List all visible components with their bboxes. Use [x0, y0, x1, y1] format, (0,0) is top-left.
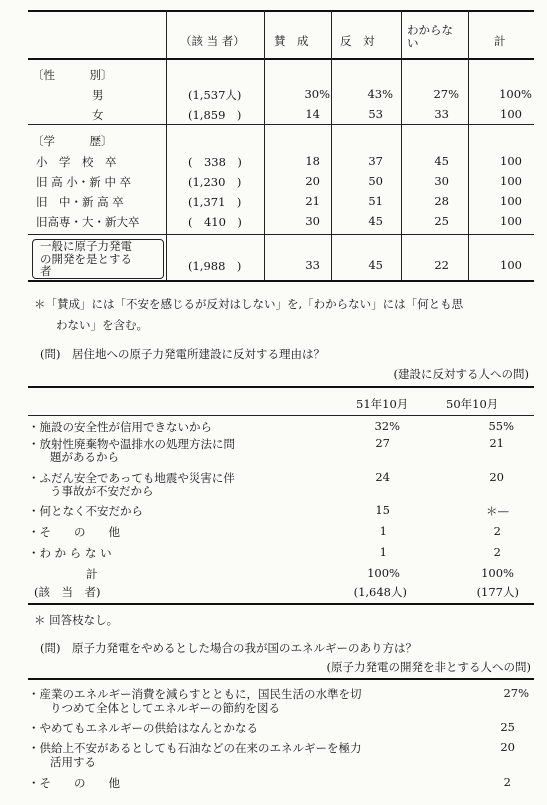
cell: 20	[500, 740, 515, 754]
cell: 28	[434, 194, 449, 208]
cell: 24	[375, 470, 390, 484]
cell: 18	[305, 154, 320, 168]
cell: 20	[489, 470, 504, 484]
cell: 20	[305, 174, 320, 188]
footnote: ＊ 回答枝なし。	[34, 613, 119, 627]
cell: 22	[434, 258, 449, 272]
row-n: ( 338 )	[188, 155, 242, 169]
reason-item: ・ ふだん安全であっても地震や災害に伴	[28, 470, 235, 486]
group-label-education: 〔学 歴〕	[32, 134, 113, 148]
cell: 51	[368, 194, 383, 208]
cell: 45	[434, 154, 449, 168]
cell: 27	[375, 436, 390, 450]
reason-item: ・ そ の 他	[28, 524, 120, 540]
row-label-edu: 旧 高 小・新 中 卒	[36, 175, 132, 189]
n-label: (該 当 者)	[34, 585, 101, 599]
cell: (177人)	[476, 585, 519, 599]
reason-item: ・ 施設の安全性が信用できないから	[28, 419, 212, 435]
cell: 14	[305, 107, 320, 121]
row-n-male: (1,537人)	[188, 88, 242, 102]
header-n: （該 当 者）	[180, 34, 245, 48]
total-label: 計	[86, 567, 98, 581]
col-header: 50年10月	[446, 397, 499, 411]
cell: 100	[500, 107, 522, 121]
row-n: (1,230 )	[188, 175, 242, 189]
header-agree: 賛 成	[274, 34, 309, 48]
option-item: ・ 産業のエネルギー消費を減らすとともに，国民生活の水準を切	[28, 686, 362, 702]
reason-item: ・ 放射性廃棄物や温排水の処理方法に問	[28, 436, 235, 452]
cell: 25	[500, 720, 515, 734]
reason-item-cont: う事故が不安だから	[50, 484, 154, 498]
cell: 45	[368, 214, 383, 228]
option-item: ・ やめてもエネルギーの供給はなんとかなる	[28, 720, 258, 736]
reason-item: ・ わ か ら な い	[28, 545, 112, 561]
cell: 15	[375, 503, 390, 517]
row-label-edu: 旧 中・新 高 卒	[36, 195, 124, 209]
question-subnote: (原子力発電の開発を非とする人への問)	[326, 660, 531, 674]
cell: 1	[379, 524, 387, 538]
special-label-line: 者	[40, 264, 52, 278]
cell: 30	[305, 214, 320, 228]
row-n: ( 410 )	[188, 215, 242, 229]
option-item-cont: 活用する	[50, 755, 96, 769]
cell: 100	[500, 258, 522, 272]
cell: 33	[434, 107, 449, 121]
row-n: (1,371 )	[188, 195, 242, 209]
cell: 50	[368, 174, 383, 188]
cell: 37	[368, 154, 383, 168]
cell: 100%	[367, 566, 400, 580]
cell: 25	[434, 214, 449, 228]
row-n-female: (1,859 )	[188, 108, 242, 122]
header-total: 計	[494, 34, 506, 48]
cell: 1	[379, 545, 387, 559]
cell: 21	[305, 194, 320, 208]
cell: 30	[434, 174, 449, 188]
col-header: 51年10月	[356, 397, 409, 411]
header-oppose: 反 対	[340, 34, 375, 48]
row-label-edu: 旧高専・大・新大卒	[36, 215, 140, 229]
footnote-line: わない」を含む。	[56, 318, 148, 332]
cell: 43%	[367, 87, 393, 101]
cell: 21	[489, 436, 504, 450]
cell: 100	[500, 154, 522, 168]
cell: 32%	[374, 419, 400, 433]
cell: 2	[503, 775, 511, 789]
header-dontknow: わからな い	[407, 23, 453, 50]
cell: 2	[493, 524, 501, 538]
row-label-edu: 小 学 校 卒	[36, 155, 117, 169]
cell: 45	[368, 258, 383, 272]
cell: 100	[500, 174, 522, 188]
cell: 53	[368, 107, 383, 121]
cell: (1,648人)	[353, 585, 407, 599]
row-label-female: 女	[92, 108, 104, 122]
question-heading: (問) 原子力発電をやめるとした場合の我が国のエネルギーのあり方は？	[40, 641, 417, 655]
footnote-line: ＊「賛成」には「不安を感じるが反対はしない」を,「わからない」には「何とも思	[34, 297, 464, 311]
reason-item: ・ 何となく不安だから	[28, 503, 143, 519]
cell: 100%	[499, 87, 532, 101]
option-item: ・ 供給上不安があるとしても石油などの在来のエネルギーを極力	[28, 740, 362, 756]
question-heading: (問) 居住地への原子力発電所建設に反対する理由は？	[40, 347, 325, 361]
group-label-sex: 〔性 別〕	[32, 68, 113, 82]
cell: 55%	[488, 419, 514, 433]
special-label-line: の開発を是とする	[40, 252, 132, 266]
cell: 100	[500, 194, 522, 208]
row-label-male: 男	[92, 88, 104, 102]
cell: 100%	[481, 566, 514, 580]
option-item: ・ そ の 他	[28, 775, 120, 791]
cell: ＊—	[486, 504, 509, 518]
cell: 30%	[304, 87, 330, 101]
cell: 27%	[433, 87, 459, 101]
special-n: (1,988 )	[188, 259, 242, 273]
cell: 27%	[503, 686, 529, 700]
cell: 100	[500, 214, 522, 228]
reason-item-cont: 題があるから	[50, 450, 119, 464]
question-subnote: (建設に反対する人への問)	[393, 367, 529, 381]
special-label-line: 一般に原子力発電	[40, 239, 132, 253]
option-item-cont: りつめて全体としてエネルギーの節約を図る	[50, 701, 280, 715]
cell: 33	[305, 258, 320, 272]
cell: 2	[493, 545, 501, 559]
